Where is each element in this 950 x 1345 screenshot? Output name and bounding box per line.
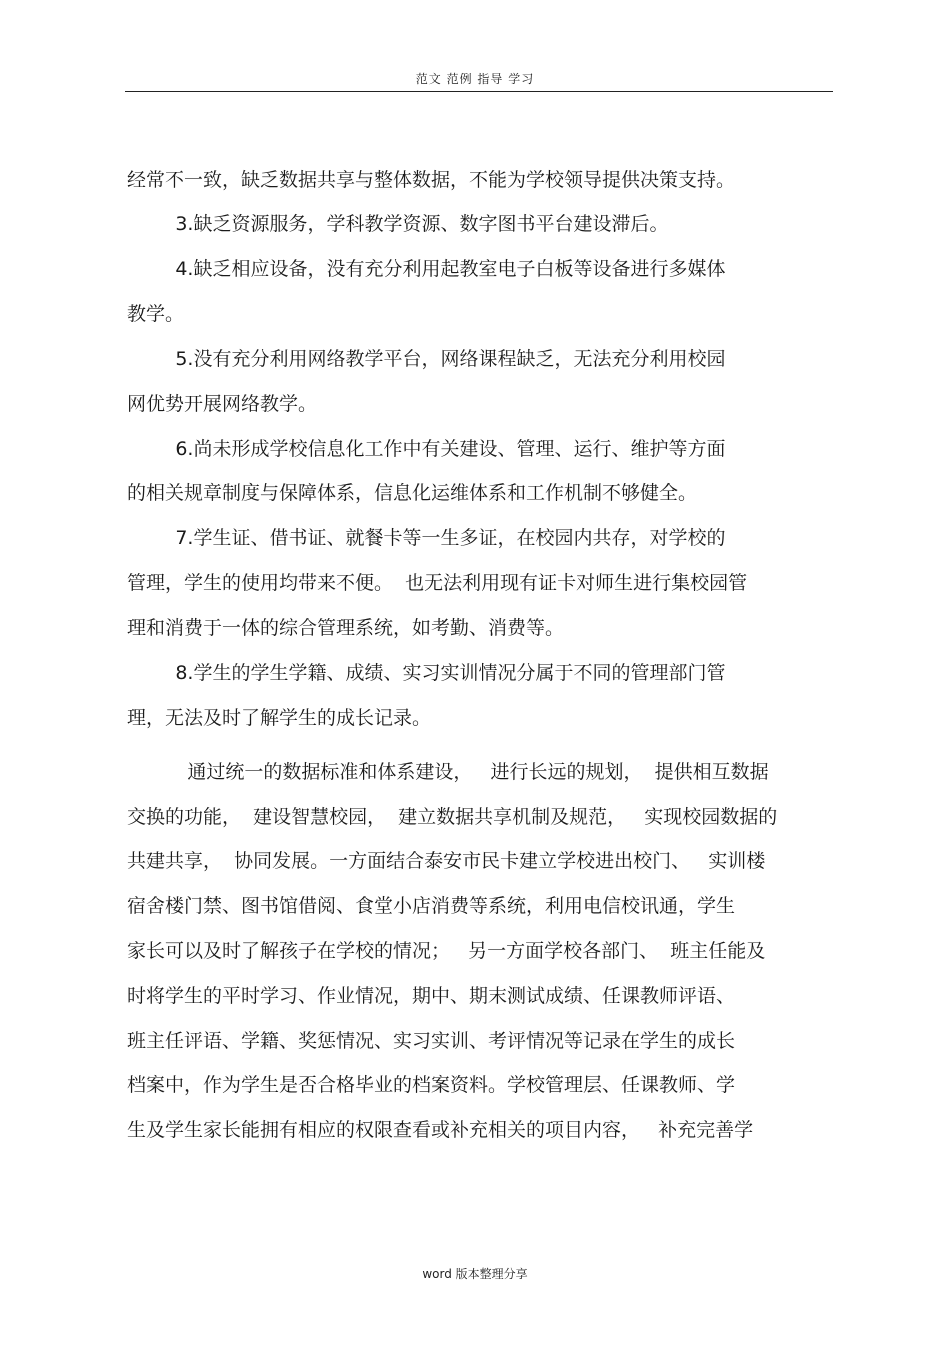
text-line: 3.缺乏资源服务，学科教学资源、数字图书平台建设滞后。 [127, 213, 669, 235]
text-line: 6.尚未形成学校信息化工作中有关建设、管理、运行、维护等方面 [127, 438, 726, 460]
text-line: 7.学生证、借书证、就餐卡等一生多证，在校园内共存，对学校的 [127, 527, 726, 549]
header-divider [125, 91, 833, 92]
text-line: 教学。 [127, 303, 185, 325]
text-line: 5.没有充分利用网络教学平台，网络课程缺乏，无法充分利用校园 [127, 348, 726, 370]
text-line: 经常不一致，缺乏数据共享与整体数据，不能为学校领导提供决策支持。 [127, 169, 736, 191]
text-line: 班主任评语、学籍、奖惩情况、实习实训、考评情况等记录在学生的成长 [127, 1030, 736, 1052]
text-line: 通过统一的数据标准和体系建设， 进行长远的规划， 提供相互数据 [127, 761, 769, 783]
text-line: 理，无法及时了解学生的成长记录。 [127, 707, 432, 729]
text-line: 交换的功能， 建设智慧校园， 建立数据共享机制及规范， 实现校园数据的 [127, 806, 778, 828]
text-line: 宿舍楼门禁、图书馆借阅、食堂小店消费等系统，利用电信校讯通，学生 [127, 895, 736, 917]
text-line: 家长可以及时了解孩子在学校的情况； 另一方面学校各部门、 班主任能及 [127, 940, 766, 962]
text-line: 共建共享， 协同发展。一方面结合泰安市民卡建立学校进出校门、 实训楼 [127, 850, 766, 872]
text-line: 管理，学生的使用均带来不便。 也无法利用现有证卡对师生进行集校园管 [127, 572, 748, 594]
text-line: 网优势开展网络教学。 [127, 393, 318, 415]
text-line: 时将学生的平时学习、作业情况，期中、期末测试成绩、任课教师评语、 [127, 985, 736, 1007]
text-line: 的相关规章制度与保障体系，信息化运维体系和工作机制不够健全。 [127, 482, 698, 504]
text-line: 8.学生的学生学籍、成绩、实习实训情况分属于不同的管理部门管 [127, 662, 726, 684]
text-line: 档案中，作为学生是否合格毕业的档案资料。学校管理层、任课教师、学 [127, 1074, 736, 1096]
text-line: 4.缺乏相应设备，没有充分利用起教室电子白板等设备进行多媒体 [127, 258, 726, 280]
text-line: 理和消费于一体的综合管理系统，如考勤、消费等。 [127, 617, 565, 639]
page-footer: word 版本整理分享 [422, 1267, 528, 1281]
text-line: 生及学生家长能拥有相应的权限查看或补充相关的项目内容， 补充完善学 [127, 1119, 754, 1141]
page-header: 范文 范例 指导 学习 [415, 72, 535, 86]
